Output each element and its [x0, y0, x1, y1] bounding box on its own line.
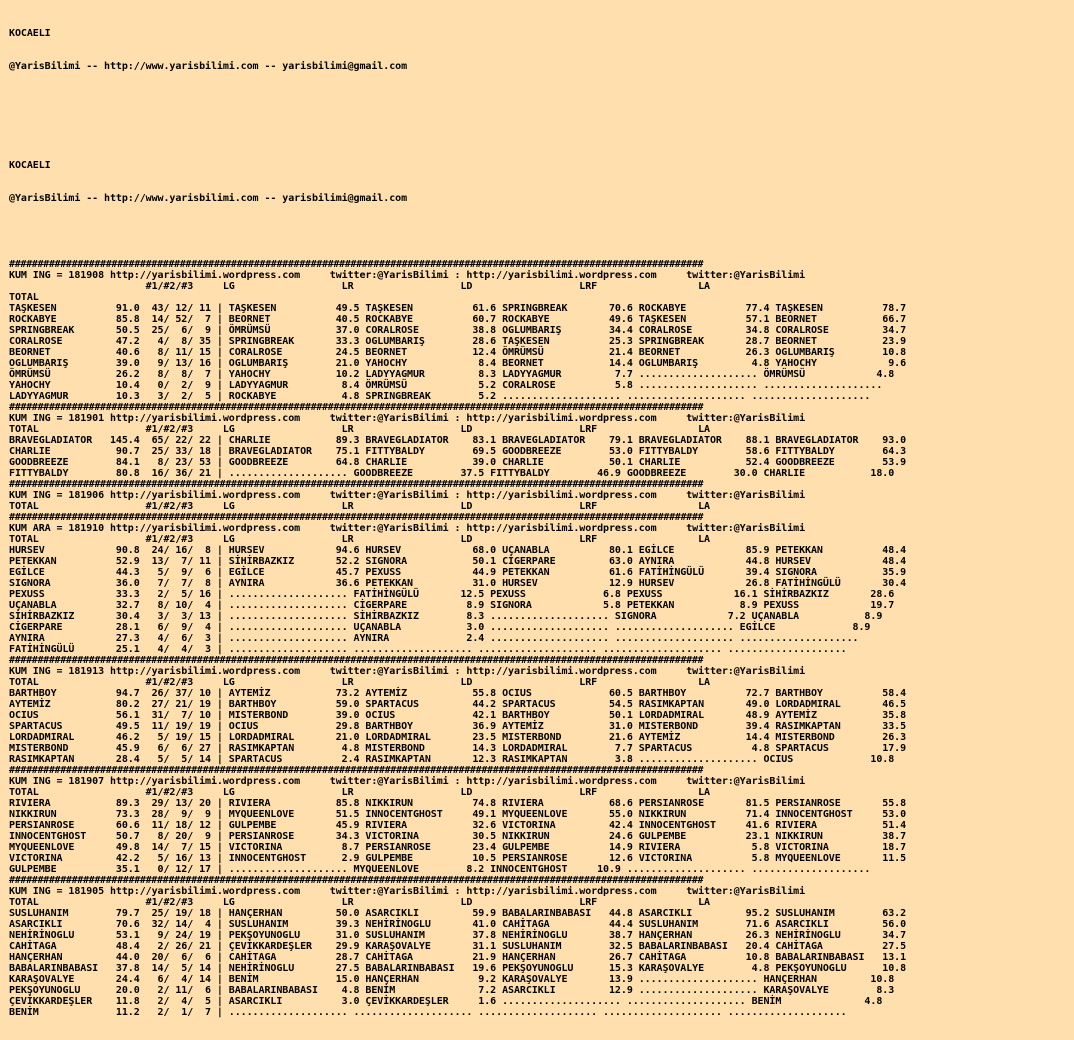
- race-row: LADYYAGMUR 10.3 3/ 2/ 5 | ROCKABYE 4.8 SPRINGBREAK 5.2 .................... .................... ....................: [9, 391, 871, 402]
- race-block: [9, 875, 1074, 1018]
- race-row: NEHİRİNOGLU 53.1 9/ 24/ 19 | PEKŞOYUNOGLU 31.0 SUSLUHANIM 37.8 NEHİRİNOGLU 38.7 HANÇERHAN 26.3 NEHİRİNOGLU 34.7: [9, 930, 907, 941]
- separator-line: ##########################################################################################################################: [9, 875, 704, 886]
- race-row: OCIUS 56.1 31/ 7/ 10 | MISTERBOND 39.0 OCIUS 42.1 BARTHBOY 50.1 LORDADMIRAL 48.9 AYTEMİZ 35.8: [9, 710, 907, 721]
- header-city-2: KOCAELI: [9, 160, 51, 171]
- race-row: PERSIANROSE 60.6 11/ 18/ 12 | GULPEMBE 45.9 RIVIERA 32.6 VICTORINA 42.4 INNOCENTGHOST 41.6 RIVIERA 51.4: [9, 820, 907, 831]
- race-row: KARAŞOVALYE 24.4 6/ 4/ 14 | BENİM 15.0 HANÇERHAN 9.2 KARAŞOVALYE 13.9 .................... HANÇERHAN 10.8: [9, 974, 895, 985]
- race-row: MYQUEENLOVE 49.8 14/ 7/ 15 | VICTORINA 8.7 PERSIANROSE 23.4 GULPEMBE 14.9 RIVIERA 5.8 VICTORINA 18.7: [9, 842, 907, 853]
- race-column-header: #1/#2/#3 LG LR LD LRF LA: [9, 281, 710, 292]
- race-row: CORALROSE 47.2 4/ 8/ 35 | SPRINGBREAK 33.3 OGLUMBARIŞ 28.6 TAŞKESEN 25.3 SPRINGBREAK 28.7 BEORNET 23.9: [9, 336, 907, 347]
- separator-line: ##########################################################################################################################: [9, 765, 704, 776]
- race-row: PEXUSS 33.3 2/ 5/ 16 | .................... FATİHİNGÜLÜ 12.5 PEXUSS 6.8 PEXUSS 16.1 SİHİRBAZKIZ 28.6: [9, 589, 895, 600]
- separator-line: ##########################################################################################################################: [9, 259, 704, 270]
- race-row: RASIMKAPTAN 28.4 5/ 5/ 14 | SPARTACUS 2.4 RASIMKAPTAN 12.3 RASIMKAPTAN 3.8 .................... OCIUS 10.8: [9, 754, 895, 765]
- race-block: [9, 259, 1074, 402]
- race-row: BENİM 11.2 2/ 1/ 7 | .................... .................... .................... .................... ....................: [9, 1007, 847, 1018]
- race-row: MISTERBOND 45.9 6/ 6/ 27 | RASIMKAPTAN 4.8 MISTERBOND 14.3 LORDADMIRAL 7.7 SPARTACUS 4.8 SPARTACUS 17.9: [9, 743, 907, 754]
- race-block: [9, 512, 1074, 655]
- race-title: KUM ING = 181905 http://yarisbilimi.wordpress.com twitter:@YarisBilimi : http://yarisbilimi.wordpress.com twitter:@YarisBilimi: [9, 886, 806, 897]
- separator-line: ##########################################################################################################################: [9, 402, 704, 413]
- race-title: KUM ING = 181913 http://yarisbilimi.wordpress.com twitter:@YarisBilimi : http://yarisbilimi.wordpress.com twitter:@YarisBilimi: [9, 666, 806, 677]
- race-row: SİHİRBAZKIZ 30.4 3/ 3/ 13 | .................... SİHİRBAZKIZ 8.3 .................... SIGNORA 7.2 UÇANABLA 8.9: [9, 611, 883, 622]
- race-row: NIKKIRUN 73.3 28/ 9/ 9 | MYQUEENLOVE 51.5 INNOCENTGHOST 49.1 MYQUEENLOVE 55.0 NIKKIRUN 71.4 INNOCENTGHOST 53.0: [9, 809, 907, 820]
- race-total-header: TOTAL #1/#2/#3 LG LR LD LRF LA: [9, 677, 710, 688]
- race-row: BEORNET 40.6 8/ 11/ 15 | CORALROSE 24.5 BEORNET 12.4 ÖMRÜMSÜ 21.4 BEORNET 26.3 OGLUMBARIŞ 10.8: [9, 347, 907, 358]
- race-row: CHARLIE 90.7 25/ 33/ 18 | BRAVEGLADIATOR 75.1 FITTYBALDY 69.5 GOODBREEZE 53.0 FITTYBALDY 58.6 FITTYBALDY 64.3: [9, 446, 907, 457]
- race-title: KUM ING = 181907 http://yarisbilimi.wordpress.com twitter:@YarisBilimi : http://yarisbilimi.wordpress.com twitter:@YarisBilimi: [9, 776, 806, 787]
- race-row: LORDADMIRAL 46.2 5/ 19/ 15 | LORDADMIRAL 21.0 LORDADMIRAL 23.5 MISTERBOND 21.6 AYTEMİZ 14.4 MISTERBOND 26.3: [9, 732, 907, 743]
- race-row: AYTEMİZ 80.2 27/ 21/ 19 | BARTHBOY 59.0 SPARTACUS 44.2 SPARTACUS 54.5 RASIMKAPTAN 49.0 LORDADMIRAL 46.5: [9, 699, 907, 710]
- race-title: KUM ING = 181901 http://yarisbilimi.wordpress.com twitter:@YarisBilimi : http://yarisbilimi.wordpress.com twitter:@YarisBilimi: [9, 413, 806, 424]
- race-row: GULPEMBE 35.1 0/ 12/ 17 | .................... MYQUEENLOVE 8.2 INNOCENTGHOST 10.9 .................... ....................: [9, 864, 871, 875]
- race-row: BABALARINBABASI 37.8 14/ 5/ 14 | NEHİRİNOGLU 27.5 BABALARINBABASI 19.6 PEKŞOYUNOGLU 15.3 KARAŞOVALYE 4.8 PEKŞOYUNOGLU 10.8: [9, 963, 907, 974]
- race-row: SIGNORA 36.0 7/ 7/ 8 | AYNIRA 36.6 PETEKKAN 31.0 HURSEV 12.9 HURSEV 26.8 FATİHİNGÜLÜ 30.4: [9, 578, 907, 589]
- race-row: TAŞKESEN 91.0 43/ 12/ 11 | TAŞKESEN 49.5 TAŞKESEN 61.6 SPRINGBREAK 70.6 ROCKABYE 77.4 TAŞKESEN 78.7: [9, 303, 907, 314]
- race-total-header: TOTAL #1/#2/#3 LG LR LD LRF LA: [9, 897, 710, 908]
- separator-line: ##########################################################################################################################: [9, 479, 704, 490]
- race-total-header: TOTAL #1/#2/#3 LG LR LD LRF LA: [9, 424, 710, 435]
- race-row: PETEKKAN 52.9 13/ 7/ 11 | SİHİRBAZKIZ 52.2 SIGNORA 50.1 CİGERPARE 63.0 AYNIRA 44.8 HURSEV 48.4: [9, 556, 907, 567]
- race-row: UÇANABLA 32.7 8/ 10/ 4 | .................... CİGERPARE 8.9 SIGNORA 5.8 PETEKKAN 8.9 PEXUSS 19.7: [9, 600, 895, 611]
- race-row: SPARTACUS 49.5 11/ 19/ 19 | OCIUS 29.8 BARTHBOY 36.9 AYTEMİZ 31.0 MISTERBOND 39.4 RASIMKAPTAN 33.5: [9, 721, 907, 732]
- race-block: [9, 479, 1074, 512]
- race-row: CAHİTAGA 48.4 2/ 26/ 21 | ÇEVİKKARDEŞLER 29.9 KARAŞOVALYE 31.1 SUSLUHANIM 32.5 BABALARINBABASI 20.4 CAHİTAGA 27.5: [9, 941, 907, 952]
- race-row: EGİLCE 44.3 5/ 9/ 6 | EGİLCE 45.7 PEXUSS 44.9 PETEKKAN 61.6 FATİHİNGÜLÜ 39.4 SIGNORA 35.9: [9, 567, 907, 578]
- race-row: HANÇERHAN 44.0 20/ 6/ 6 | CAHİTAGA 28.7 CAHİTAGA 21.9 HANÇERHAN 26.7 CAHİTAGA 10.8 BABALARINBABASI 13.1: [9, 952, 907, 963]
- race-block: [9, 655, 1074, 765]
- race-row: ÇEVİKKARDEŞLER 11.8 2/ 4/ 5 | ASARCIKLI 3.0 ÇEVİKKARDEŞLER 1.6 .................... .................... BENİM 4.8: [9, 996, 883, 1007]
- header-city: KOCAELI: [9, 28, 51, 39]
- separator-line: ##########################################################################################################################: [9, 655, 704, 666]
- race-total-header: TOTAL #1/#2/#3 LG LR LD LRF LA: [9, 787, 710, 798]
- race-row: BRAVEGLADIATOR 145.4 65/ 22/ 22 | CHARLIE 89.3 BRAVEGLADIATOR 83.1 BRAVEGLADIATOR 79.1 BRAVEGLADIATOR 88.1 BRAVEGLADIATOR 93.0: [9, 435, 907, 446]
- race-row: SPRINGBREAK 50.5 25/ 6/ 9 | ÖMRÜMSÜ 37.0 CORALROSE 38.8 OGLUMBARIŞ 34.4 CORALROSE 34.8 CORALROSE 34.7: [9, 325, 907, 336]
- race-row: AYNIRA 27.3 4/ 6/ 3 | .................... AYNIRA 2.4 .................... .................... ....................: [9, 633, 859, 644]
- race-total-header: TOTAL: [9, 292, 39, 303]
- race-row: HURSEV 90.8 24/ 16/ 8 | HURSEV 94.6 HURSEV 68.0 UÇANABLA 80.1 EGİLCE 85.9 PETEKKAN 48.4: [9, 545, 907, 556]
- separator-line: ##########################################################################################################################: [9, 512, 704, 523]
- race-row: GOODBREEZE 84.1 8/ 23/ 53 | GOODBREEZE 64.8 CHARLIE 39.0 CHARLIE 50.1 CHARLIE 52.4 GOODBREEZE 53.9: [9, 457, 907, 468]
- race-title: KUM ING = 181906 http://yarisbilimi.wordpress.com twitter:@YarisBilimi : http://yarisbilimi.wordpress.com twitter:@YarisBilimi: [9, 490, 806, 501]
- race-block: [9, 402, 1074, 479]
- race-row: SUSLUHANIM 79.7 25/ 19/ 18 | HANÇERHAN 50.0 ASARCIKLI 59.9 BABALARINBABASI 44.8 ASARCIKLI 95.2 SUSLUHANIM 63.2: [9, 908, 907, 919]
- race-total-header: TOTAL #1/#2/#3 LG LR LD LRF LA: [9, 501, 710, 512]
- header-credit: @YarisBilimi -- http://www.yarisbilimi.com -- yarisbilimi@gmail.com: [9, 61, 408, 72]
- race-row: FATİHİNGÜLÜ 25.1 4/ 4/ 3 | .................... .................... .................... .................... ....................: [9, 644, 847, 655]
- race-row: OGLUMBARIŞ 39.0 9/ 13/ 16 | OGLUMBARIŞ 21.0 YAHOCHY 8.4 BEORNET 14.4 OGLUMBARIŞ 4.8 YAHOCHY 9.6: [9, 358, 907, 369]
- race-title: KUM ARA = 181910 http://yarisbilimi.wordpress.com twitter:@YarisBilimi : http://yarisbilimi.wordpress.com twitter:@YarisBilimi: [9, 523, 806, 534]
- race-row: BARTHBOY 94.7 26/ 37/ 10 | AYTEMİZ 73.2 AYTEMİZ 55.8 OCIUS 60.5 BARTHBOY 72.7 BARTHBOY 58.4: [9, 688, 907, 699]
- race-block: [9, 765, 1074, 875]
- race-blocks: [9, 259, 1074, 1018]
- race-row: INNOCENTGHOST 50.7 8/ 20/ 9 | PERSIANROSE 34.3 VICTORINA 30.5 NIKKIRUN 24.6 GULPEMBE 23.1 NIKKIRUN 38.7: [9, 831, 907, 842]
- race-row: ASARCIKLI 70.6 32/ 14/ 4 | SUSLUHANIM 39.3 NEHİRİNOGLU 41.0 CAHİTAGA 44.4 SUSLUHANIM 71.6 ASARCIKLI 56.0: [9, 919, 907, 930]
- race-row: PEKŞOYUNOGLU 20.0 2/ 11/ 6 | BABALARINBABASI 4.8 BENİM 7.2 ASARCIKLI 12.9 .................... KARAŞOVALYE 8.3: [9, 985, 895, 996]
- race-row: CİGERPARE 28.1 6/ 9/ 4 | .................... UÇANABLA 3.0 .................... .................... EGİLCE 8.9: [9, 622, 871, 633]
- race-row: ÖMRÜMSÜ 26.2 8/ 8/ 7 | YAHOCHY 10.2 LADYYAGMUR 8.3 LADYYAGMUR 7.7 .................... ÖMRÜMSÜ 4.8: [9, 369, 895, 380]
- race-row: ROCKABYE 85.8 14/ 52/ 7 | BEORNET 40.5 ROCKABYE 60.7 ROCKABYE 49.6 TAŞKESEN 57.1 BEORNET 66.7: [9, 314, 907, 325]
- race-row: FITTYBALDY 80.8 16/ 36/ 21 | .................... GOODBREEZE 37.5 FITTYBALDY 46.9 GOODBREEZE 30.0 CHARLIE 18.0: [9, 468, 895, 479]
- race-row: YAHOCHY 10.4 0/ 2/ 9 | LADYYAGMUR 8.4 ÖMRÜMSÜ 5.2 CORALROSE 5.8 .................... ....................: [9, 380, 883, 391]
- race-title: KUM ING = 181908 http://yarisbilimi.wordpress.com twitter:@YarisBilimi : http://yarisbilimi.wordpress.com twitter:@YarisBilimi: [9, 270, 806, 281]
- race-row: VICTORINA 42.2 5/ 16/ 13 | INNOCENTGHOST 2.9 GULPEMBE 10.5 PERSIANROSE 12.6 VICTORINA 5.8 MYQUEENLOVE 11.5: [9, 853, 907, 864]
- race-total-header: TOTAL #1/#2/#3 LG LR LD LRF LA: [9, 534, 710, 545]
- race-row: RIVIERA 89.3 29/ 13/ 20 | RIVIERA 85.8 NIKKIRUN 74.8 RIVIERA 68.6 PERSIANROSE 81.5 PERSIANROSE 55.8: [9, 798, 907, 809]
- header-credit-2: @YarisBilimi -- http://www.yarisbilimi.com -- yarisbilimi@gmail.com: [9, 193, 408, 204]
